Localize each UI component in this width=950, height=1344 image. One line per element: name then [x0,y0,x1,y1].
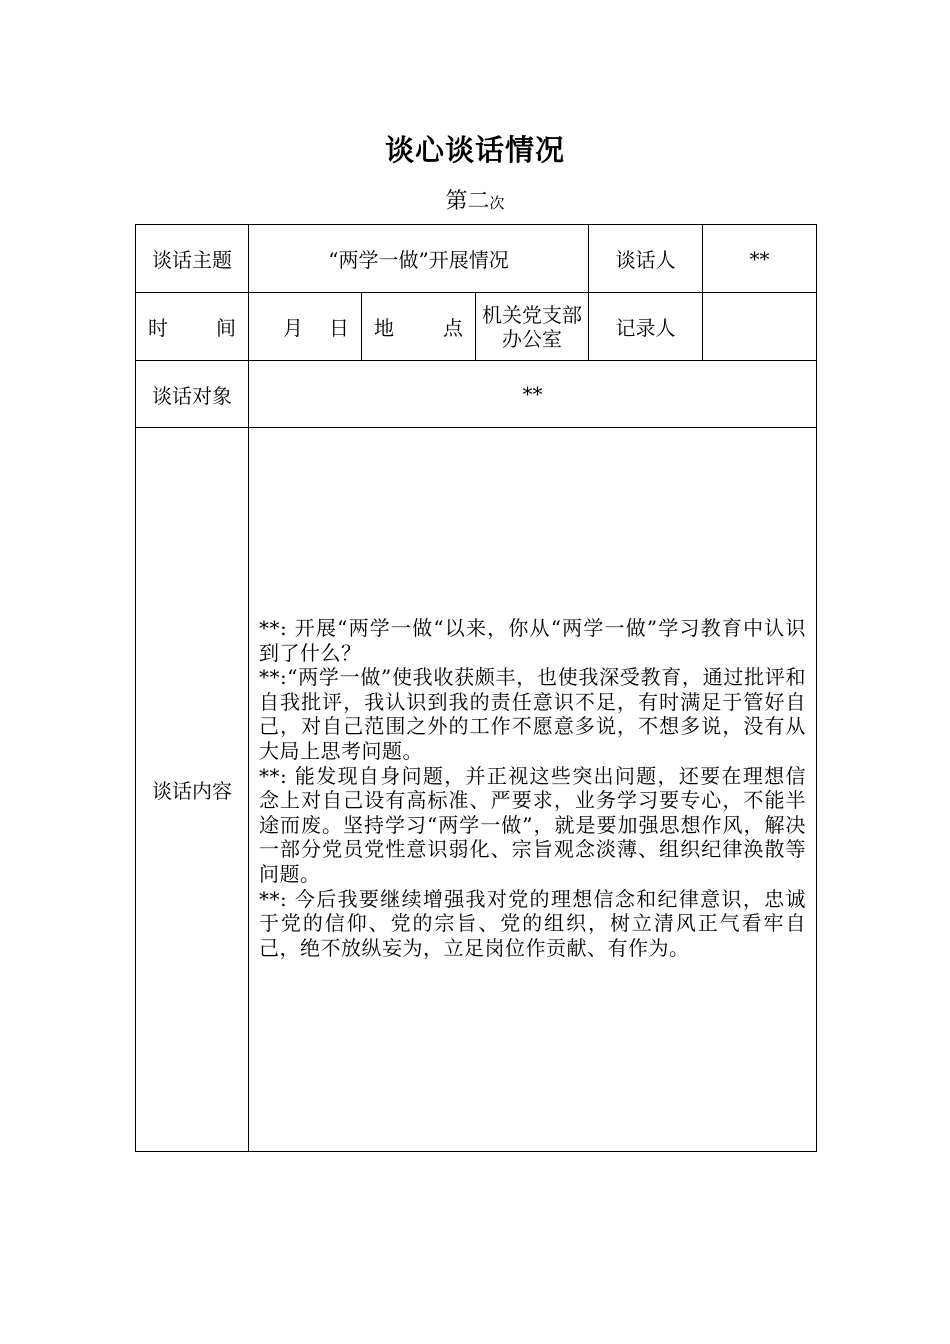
row-time-place [136,293,817,361]
place-value-cell [476,293,589,361]
target-value: ** [249,361,817,428]
content-cell [249,428,817,1152]
content-paragraph-3: **: 能发现自身问题，并正视这些突出问题，还要在理想信念上对自己设有高标准、严要求，业务学习要专心，不能半途而废。坚持学习“两学一做”，就是要加强思想作风，解决一部分党员党性意识弱化、宗旨观念淡薄、组织纪律涣散等问题。 [259,763,806,886]
content-label: 谈话内容 [136,428,249,1152]
content-paragraph-2: **:“两学一做”使我收获颇丰，也使我深受教育，通过批评和自我批评，我认识到我的责任意识不足，有时满足于管好自己，对自己范围之外的工作不愿意多说，不想多说，没有从大局上思考问题。 [259,665,806,763]
time-label-char2: 间 [216,316,236,340]
row-content [136,428,817,1152]
recorder-label: 记录人 [589,293,703,361]
month-label: 月 [283,316,303,340]
place-label-cell [362,293,476,361]
place-label-char2: 点 [443,316,463,340]
speaker-label: 谈话人 [589,225,703,293]
time-label-char1: 时 [148,316,168,340]
day-label: 日 [329,316,349,340]
recorder-value [703,293,817,361]
time-label-cell [136,293,249,361]
row-target [136,361,817,428]
topic-value: “两学一做”开展情况 [249,225,589,293]
content-paragraph-4: **: 今后我要继续增强我对党的理想信念和纪律意识，忠诚于党的信仰、党的宗旨、党的组织，树立清风正气看牢自己，绝不放纵妄为，立足岗位作贡献、有作为。 [259,886,806,960]
row-topic [136,225,817,293]
target-label: 谈话对象 [136,361,249,428]
speaker-value: ** [703,225,817,293]
subtitle-main: 第二 [445,189,490,214]
place-value-line1: 机关党支部 [482,302,582,327]
subtitle-small: 次 [489,194,505,212]
place-label-char1: 地 [374,316,394,340]
conversation-form-table [135,224,817,1152]
document-subtitle [0,184,950,215]
date-value-cell [249,293,362,361]
content-text [259,616,806,960]
topic-label: 谈话主题 [136,225,249,293]
place-value-line2: 办公室 [502,326,562,351]
document-title: 谈心谈话情况 [384,133,565,167]
content-paragraph-1: **: 开展“两学一做“以来，你从“两学一做”学习教育中认识到了什么？ [259,616,806,665]
